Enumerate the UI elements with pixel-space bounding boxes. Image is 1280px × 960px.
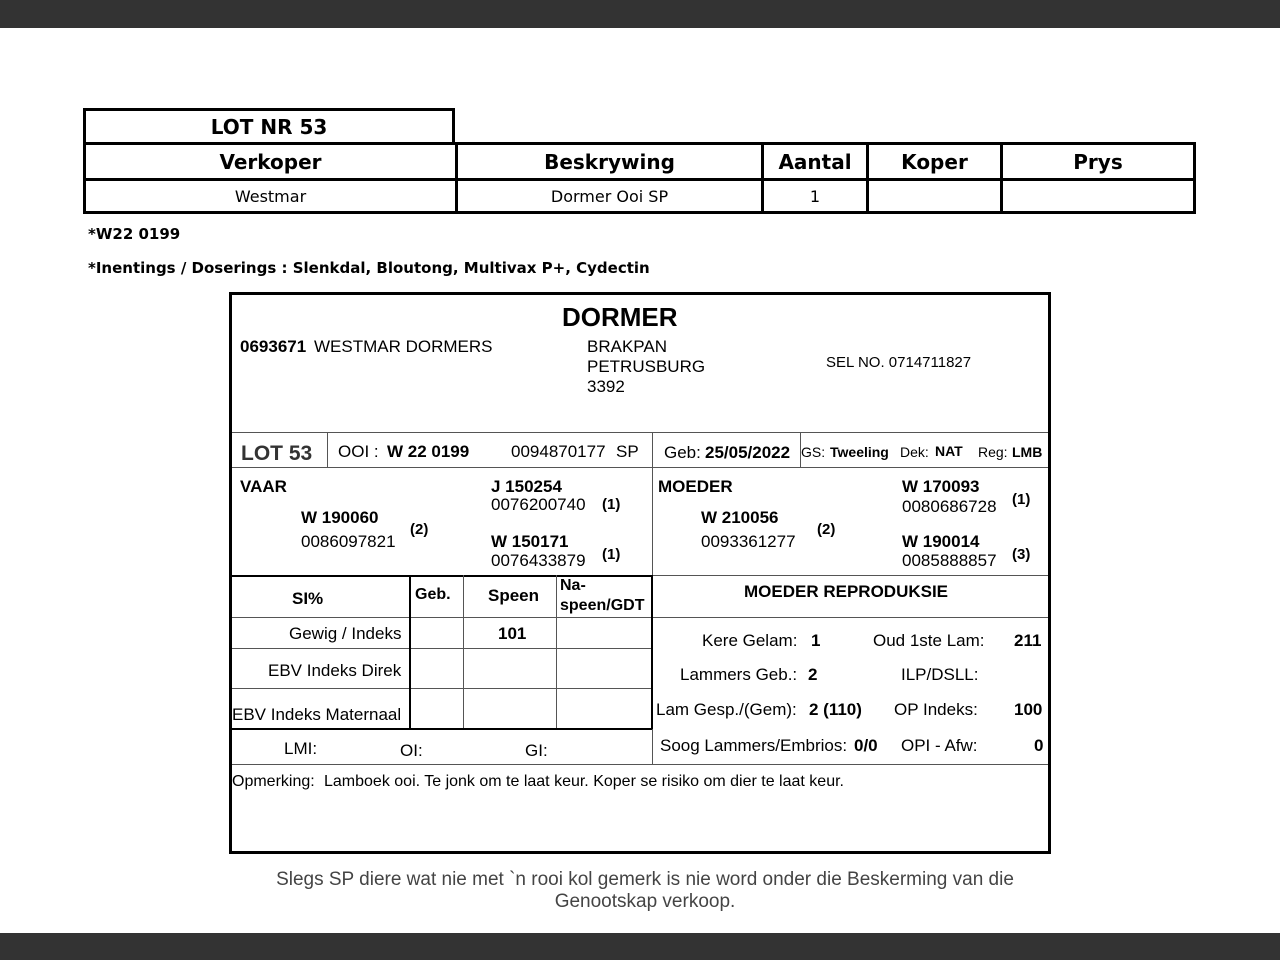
paternal-grandsire-count: (1) <box>602 496 621 513</box>
vaar-label: VAAR <box>240 477 287 496</box>
maternal-granddam-id: W 190014 <box>902 532 980 551</box>
soog-value: 0/0 <box>854 736 878 755</box>
lmi-label: LMI: <box>284 739 318 758</box>
footer-note <box>0 869 1280 913</box>
paternal-grandsire-number: 0076200740 <box>491 495 586 514</box>
op-value: 100 <box>1014 700 1043 719</box>
opi-value: 0 <box>1034 736 1044 755</box>
lammers-value: 2 <box>808 665 818 684</box>
dam-count: (2) <box>817 521 836 538</box>
header-aantal: Aantal <box>778 149 852 174</box>
gi-label: GI: <box>525 741 548 760</box>
lammers-label: Lammers Geb.: <box>680 665 798 684</box>
birth-date: 25/05/2022 <box>705 443 791 462</box>
address-line-3: 3392 <box>587 377 625 396</box>
id-note: *W22 0199 <box>88 225 181 243</box>
maternal-grandsire-count: (1) <box>1012 491 1031 508</box>
si-row-maternaal-label: EBV Indeks Maternaal <box>232 705 402 724</box>
sel-number: SEL NO. 0714711827 <box>826 354 972 371</box>
oi-label: OI: <box>400 741 423 760</box>
header-koper: Koper <box>901 149 968 174</box>
top-bar <box>0 0 1280 28</box>
cell-prys <box>1003 181 1193 211</box>
lot-number: LOT NR 53 <box>210 114 328 139</box>
certificate <box>229 292 1051 854</box>
header-prys: Prys <box>1073 149 1123 174</box>
geb-header: Geb. <box>415 586 451 603</box>
lot-number-box <box>83 108 455 145</box>
sire-count: (2) <box>410 521 429 538</box>
speen-gdt-header: speen/GDT <box>560 597 645 614</box>
paternal-granddam-id: W 150171 <box>491 532 569 551</box>
lam-label: Lam Gesp./(Gem): <box>656 700 797 719</box>
kere-label: Kere Gelam: <box>702 631 798 650</box>
kere-value: 1 <box>811 631 821 650</box>
na-header: Na- <box>560 577 586 594</box>
breeder-name: WESTMAR DORMERS <box>314 337 493 356</box>
sp-mark: SP <box>616 442 639 461</box>
address-line-2: PETRUSBURG <box>587 357 706 376</box>
moeder-label: MOEDER <box>658 477 733 496</box>
si-row-gewig-speen: 101 <box>498 624 527 643</box>
ooi-id: W 22 0199 <box>387 442 470 461</box>
dam-id: W 210056 <box>701 508 779 527</box>
vaccination-note: *Inentings / Doserings : Slenkdal, Bloutong, Multivax P+, Cydectin <box>88 259 650 277</box>
lot-table <box>83 142 1196 214</box>
footer-line-2: Genootskap verkoop. <box>554 891 736 912</box>
opi-label: OPI - Afw: <box>901 736 978 755</box>
remark-text: Lamboek ooi. Te jonk om te laat keur. Koper se risiko om dier te laat keur. <box>324 773 844 790</box>
address-line-1: BRAKPAN <box>587 337 667 356</box>
cell-aantal: 1 <box>809 186 821 206</box>
si-header: SI% <box>292 589 324 608</box>
sire-id: W 190060 <box>301 508 379 527</box>
repro-title: MOEDER REPRODUKSIE <box>744 582 949 601</box>
soog-label: Soog Lammers/Embrios: <box>660 736 848 755</box>
dek-label: Dek: <box>900 444 929 460</box>
maternal-grandsire-id: W 170093 <box>902 477 980 496</box>
registration-number: 0094870177 <box>511 442 606 461</box>
sire-number: 0086097821 <box>301 532 396 551</box>
maternal-grandsire-number: 0080686728 <box>902 497 997 516</box>
maternal-granddam-count: (3) <box>1012 546 1031 563</box>
paternal-granddam-count: (1) <box>602 546 621 563</box>
lam-value: 2 (110) <box>809 700 862 719</box>
oud-value: 211 <box>1014 631 1042 650</box>
si-row-direk-label: EBV Indeks Direk <box>268 661 402 680</box>
footer-line-1: Slegs SP diere wat nie met `n rooi kol gemerk is nie word onder die Beskerming van die <box>276 869 1014 890</box>
header-verkoper: Verkoper <box>219 149 322 174</box>
breed-title: DORMER <box>562 302 678 332</box>
breeder-number: 0693671 <box>240 337 307 356</box>
cell-koper <box>869 181 1000 211</box>
dek-value: NAT <box>935 443 963 459</box>
header-beskrywing: Beskrywing <box>544 149 675 174</box>
reg-label: Reg: <box>978 444 1008 460</box>
gs-value: Tweeling <box>830 444 889 460</box>
cert-lot: LOT 53 <box>241 442 313 465</box>
si-row-gewig-label: Gewig / Indeks <box>289 624 402 643</box>
maternal-granddam-number: 0085888857 <box>902 551 997 570</box>
remark-label: Opmerking: <box>232 773 315 790</box>
dam-number: 0093361277 <box>701 532 796 551</box>
birth-label: Geb: <box>664 443 701 462</box>
ooi-label: OOI : <box>338 442 379 461</box>
paternal-grandsire-id: J 150254 <box>491 477 562 496</box>
gs-label: GS: <box>801 444 826 460</box>
bottom-bar <box>0 933 1280 960</box>
speen-header: Speen <box>488 586 540 605</box>
reg-value: LMB <box>1012 444 1043 460</box>
oud-label: Oud 1ste Lam: <box>873 631 985 650</box>
op-label: OP Indeks: <box>894 700 978 719</box>
paternal-granddam-number: 0076433879 <box>491 551 586 570</box>
cell-verkoper: Westmar <box>234 186 307 206</box>
cell-beskrywing: Dormer Ooi SP <box>550 186 669 206</box>
ilp-label: ILP/DSLL: <box>901 665 979 684</box>
